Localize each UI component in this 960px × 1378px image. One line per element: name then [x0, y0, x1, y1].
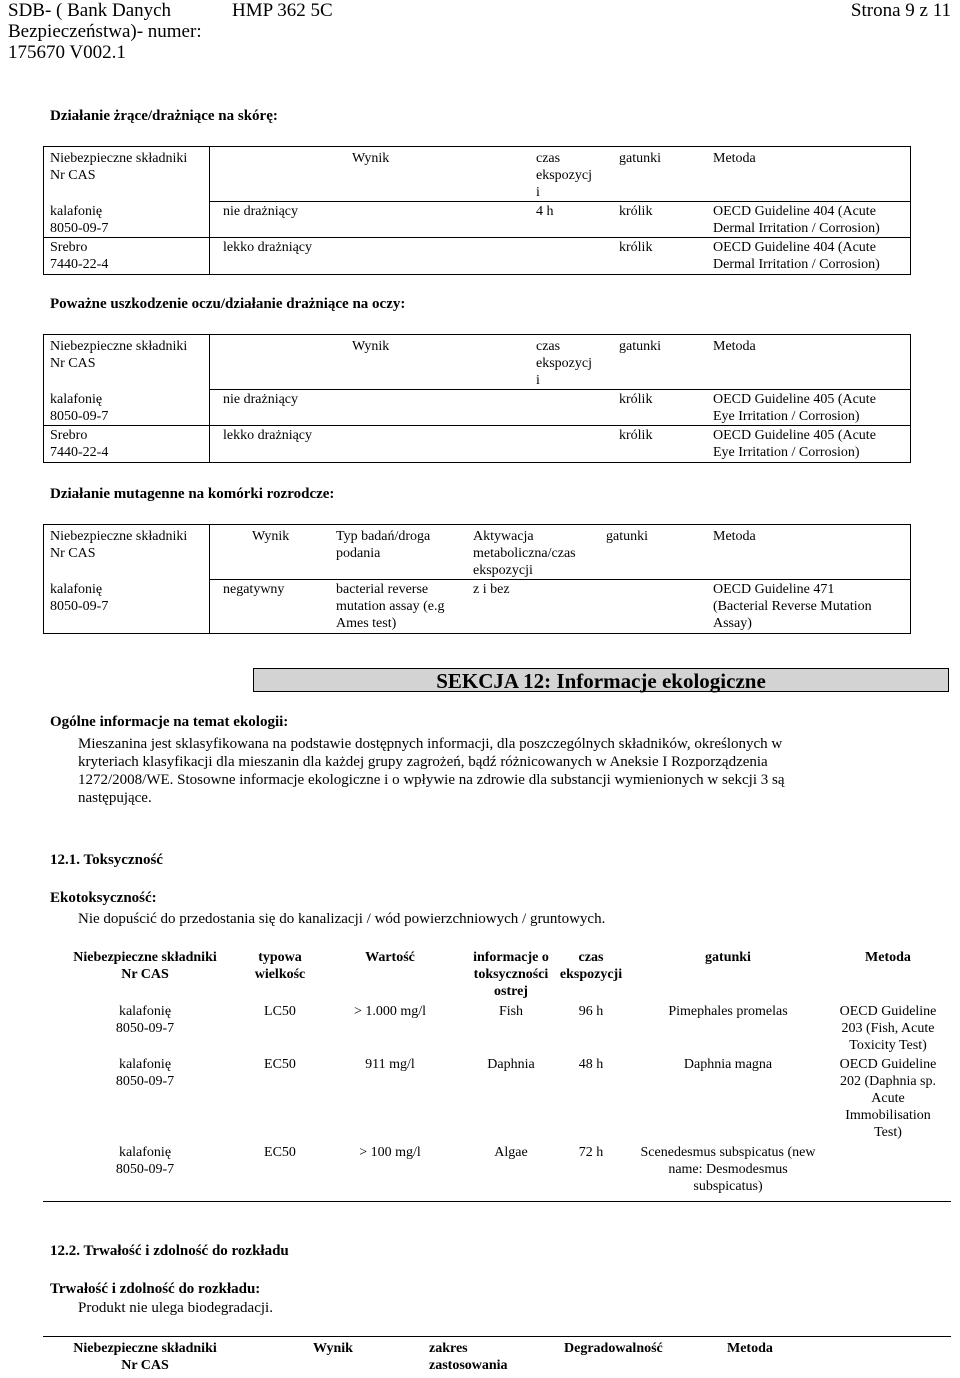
value: > 1.000 mg/l [353, 1004, 427, 1019]
method: Acute [871, 1091, 905, 1106]
col-header: i [536, 373, 540, 388]
method: (Bacterial Reverse Mutation [713, 599, 872, 614]
value-type: EC50 [264, 1145, 296, 1160]
col-header: Degradowalność [564, 1341, 663, 1356]
substance-name: kalafonię [50, 392, 103, 407]
col-header: czas [578, 950, 604, 965]
substance-name: Srebro [50, 240, 88, 255]
col-header: Niebezpieczne składniki [73, 1341, 217, 1356]
col-header: Niebezpieczne składniki [73, 950, 217, 965]
col-header: Metoda [713, 339, 756, 354]
species: królik [619, 428, 653, 443]
value-type: EC50 [264, 1057, 296, 1072]
mutagen-heading: Działanie mutagenne na komórki rozrodcze: [50, 486, 335, 502]
species: królik [619, 392, 653, 407]
species: Daphnia magna [683, 1057, 773, 1072]
col-header: i [536, 185, 540, 200]
cas-number: 7440-22-4 [50, 445, 109, 460]
species: królik [619, 240, 653, 255]
result: nie drażniący [223, 204, 299, 219]
exposure-time: 48 h [578, 1057, 604, 1072]
col-header: wielkośc [254, 967, 306, 982]
method: Eye Irritation / Corrosion) [713, 409, 860, 424]
cas-number: 8050-09-7 [115, 1162, 175, 1177]
col-header: Metoda [865, 950, 911, 965]
method: OECD Guideline 471 [713, 582, 835, 597]
species: Scenedesmus subspicatus (new [640, 1145, 816, 1160]
cas-number: 8050-09-7 [115, 1074, 175, 1089]
mutagen-table [43, 524, 911, 634]
col-header: czas [536, 151, 561, 166]
method: 203 (Fish, Acute [841, 1021, 935, 1036]
species: Pimephales promelas [668, 1004, 788, 1019]
eye-table [43, 334, 911, 463]
cas-number: 8050-09-7 [50, 221, 109, 236]
col-header: Wynik [313, 1341, 353, 1356]
method: OECD Guideline 405 (Acute [713, 428, 876, 443]
col-header: toksyczności [473, 967, 549, 982]
result: lekko drażniący [223, 428, 313, 443]
substance-name: kalafonię [50, 204, 103, 219]
activation: z i bez [473, 582, 510, 597]
eye-heading: Poważne uszkodzenie oczu/działanie drażniące na oczy: [50, 296, 406, 312]
col-header: Wynik [252, 529, 290, 544]
persistence-heading: Trwałość i zdolność do rozkładu: [50, 1281, 261, 1297]
col-header: Nr CAS [50, 546, 96, 561]
col-header: Nr CAS [50, 356, 96, 371]
value-type: LC50 [264, 1004, 296, 1019]
degradation-heading: 12.2. Trwałość i zdolność do rozkładu [50, 1243, 289, 1259]
document-type: SDB- ( Bank Danych Bezpieczeństwa)- numer: [8, 0, 202, 42]
substance-name: kalafonię [50, 582, 103, 597]
col-header: Wartość [365, 950, 415, 965]
result: negatywny [223, 582, 285, 597]
col-header: informacje o [473, 950, 549, 965]
col-header: metaboliczna/czas [473, 546, 576, 561]
col-header: Niebezpieczne składniki [50, 529, 188, 544]
value: 911 mg/l [365, 1057, 415, 1072]
cas-number: 8050-09-7 [50, 599, 109, 614]
col-header: ekspozycji [559, 967, 623, 982]
degradation-table [43, 1336, 951, 1378]
product-name: HMP 362 5C [232, 0, 333, 21]
method: OECD Guideline [839, 1004, 937, 1019]
skin-heading: Działanie żrące/drażniące na skórę: [50, 108, 278, 124]
col-header: czas [536, 339, 561, 354]
col-header: Nr CAS [121, 967, 169, 982]
species: name: Desmodesmus [668, 1162, 788, 1177]
toxicity-heading: 12.1. Toksyczność [50, 852, 163, 868]
col-header: podania [336, 546, 381, 561]
col-header: Metoda [727, 1341, 773, 1356]
test-type: Ames test) [336, 616, 397, 631]
toxicity-table [43, 946, 951, 1202]
substance-name: kalafonię [118, 1057, 172, 1072]
method: OECD Guideline 404 (Acute [713, 204, 876, 219]
cas-number: 7440-22-4 [50, 257, 109, 272]
method: Assay) [713, 616, 752, 631]
col-header: zastosowania [429, 1358, 508, 1373]
col-header: Wynik [352, 339, 390, 354]
value: > 100 mg/l [359, 1145, 421, 1160]
substance-name: kalafonię [118, 1145, 172, 1160]
method: OECD Guideline 405 (Acute [713, 392, 876, 407]
method: 202 (Daphnia sp. [839, 1074, 937, 1089]
col-header: Niebezpieczne składniki [50, 339, 188, 354]
section-12-banner: SEKCJA 12: Informacje ekologiczne [253, 668, 949, 692]
substance-name: Srebro [50, 428, 88, 443]
exposure-time: 96 h [578, 1004, 604, 1019]
col-header: ekspozycj [536, 168, 592, 183]
col-header: gatunki [619, 151, 661, 166]
col-header: Nr CAS [121, 1358, 169, 1373]
method: Dermal Irritation / Corrosion) [713, 221, 880, 236]
method: OECD Guideline 404 (Acute [713, 240, 876, 255]
method: Toxicity Test) [849, 1038, 927, 1053]
col-header: Wynik [352, 151, 390, 166]
test-type: bacterial reverse [336, 582, 429, 597]
col-header: Niebezpieczne składniki [50, 151, 188, 166]
col-header: Aktywacja [473, 529, 534, 544]
method: Dermal Irritation / Corrosion) [713, 257, 880, 272]
col-header: Typ badań/droga [336, 529, 431, 544]
col-header: ostrej [494, 984, 528, 999]
species: królik [619, 204, 653, 219]
result: lekko drażniący [223, 240, 313, 255]
general-ecology-heading: Ogólne informacje na temat ekologii: [50, 714, 289, 730]
toxicity-info: Algae [494, 1145, 528, 1160]
test-type: mutation assay (e.g [336, 599, 445, 614]
col-header: ekspozycj [536, 356, 592, 371]
method: Eye Irritation / Corrosion) [713, 445, 860, 460]
col-header: gatunki [619, 339, 661, 354]
result: nie drażniący [223, 392, 299, 407]
method: Test) [874, 1125, 902, 1140]
ecotoxicity-text: Nie dopuścić do przedostania się do kanalizacji / wód powierzchniowych / gruntowych. [78, 911, 606, 927]
cas-number: 8050-09-7 [115, 1021, 175, 1036]
col-header: Nr CAS [50, 168, 96, 183]
method: OECD Guideline [839, 1057, 937, 1072]
toxicity-info: Daphnia [487, 1057, 535, 1072]
persistence-text: Produkt nie ulega biodegradacji. [78, 1300, 273, 1316]
col-header: Metoda [713, 529, 756, 544]
exposure-time: 72 h [578, 1145, 604, 1160]
col-header: zakres [429, 1341, 468, 1356]
exposure-time: 4 h [536, 204, 554, 219]
col-header: gatunki [606, 529, 648, 544]
substance-name: kalafonię [118, 1004, 172, 1019]
col-header: Metoda [713, 151, 756, 166]
col-header: gatunki [705, 950, 751, 965]
general-ecology-text: Mieszanina jest sklasyfikowana na podstawie dostępnych informacji, dla poszczególnych składników, określonych w kryteriach klasyfikacji dla mieszanin dla każdej grupy zagrożeń, bądź różnicowanych w Aneksie I Rozporządzenia 1272/2008/WE. Stosowne informacje ekologiczne i o wpływie na zdrowie dla substancji wymienionych w sekcji 3 są następujące. [78, 736, 785, 806]
ecotoxicity-heading: Ekotoksyczność: [50, 890, 157, 906]
col-header: typowa [258, 950, 302, 965]
cas-number: 8050-09-7 [50, 409, 109, 424]
toxicity-info: Fish [498, 1004, 524, 1019]
document-number: 175670 V002.1 [8, 42, 126, 63]
skin-table [43, 146, 911, 275]
page-number: Strona 9 z 11 [850, 0, 951, 21]
col-header: ekspozycji [473, 563, 533, 578]
species: subspicatus) [693, 1179, 763, 1194]
method: Immobilisation [845, 1108, 931, 1123]
